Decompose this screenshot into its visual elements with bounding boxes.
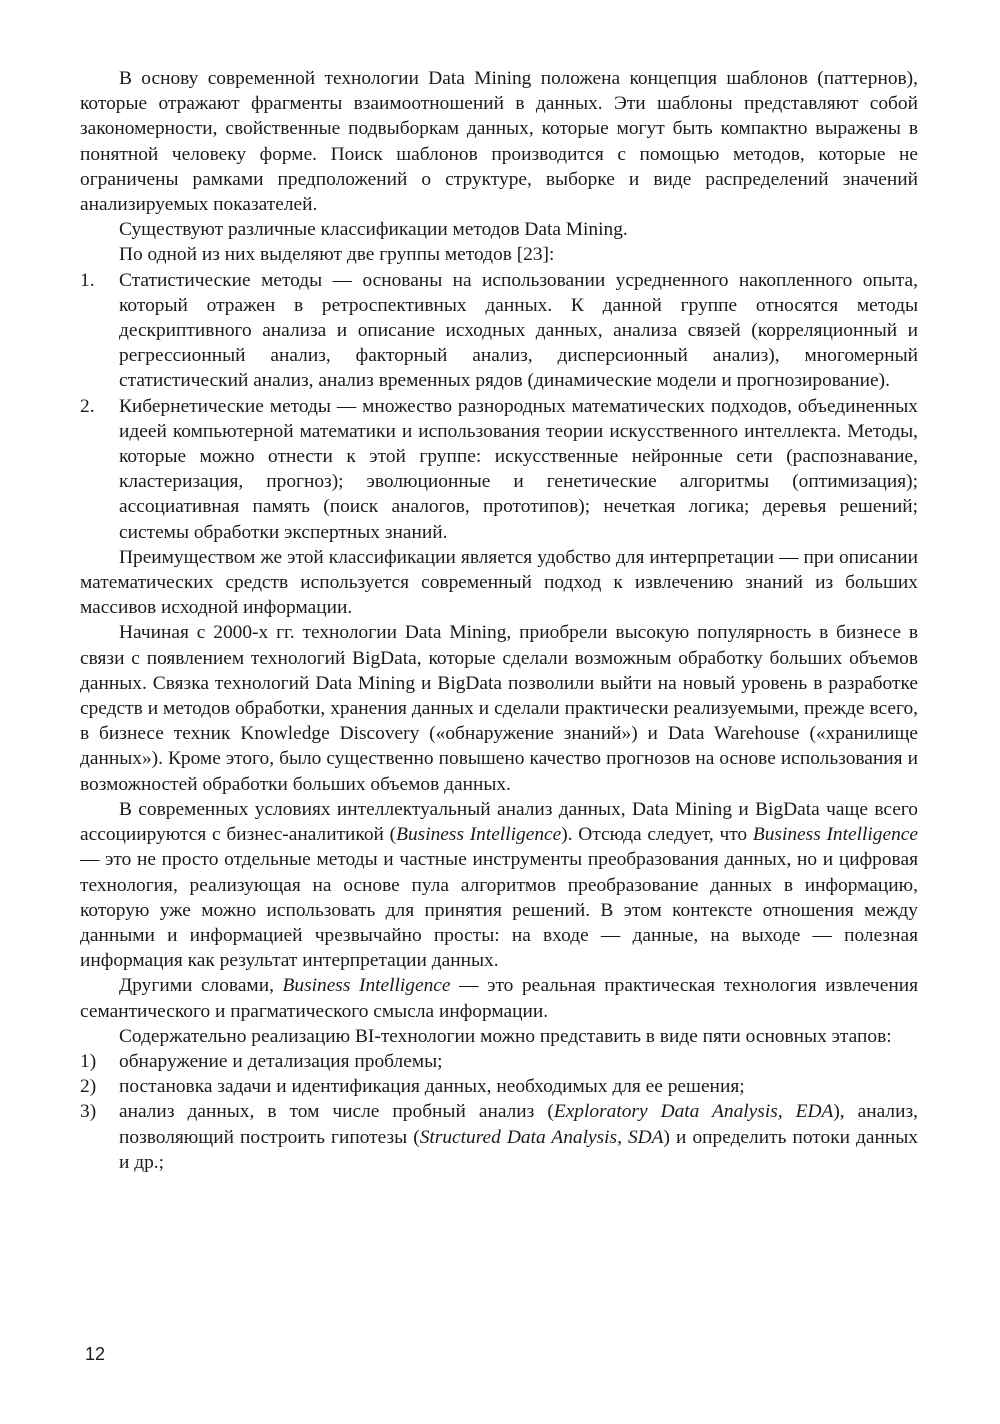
text-segment: ), анализ, позволяющий построить гипотезы (	[119, 1101, 918, 1148]
page-number: 12	[85, 1344, 106, 1364]
text-segment: ) и определить потоки данных и др.;	[119, 1126, 918, 1173]
list-item-number: 2.	[80, 395, 95, 417]
text-segment: — это не просто отдельные методы и частные инструменты преобразования данных, но и цифровая технология, реализующая на основе пула алгоритмов преобразование данных в информацию, которую уже можно использовать для принятия решений. В этом контексте отношения между данными и информацией чрезвычайно просты: на входе — данные, на выходе — полезная информация как результат интерпретации данных.	[80, 849, 918, 972]
paragraph-1: В основу современной технологии Data Mining положена концепция шаблонов (паттернов), которые отражают фрагменты взаимоотношений в данных. Эти шаблоны представляют собой закономерности, свойственные подвыборкам данных, которые могут быть компактно выражены в понятной человеку форме. Поиск шаблонов производится с помощью методов, которые не ограничены рамками предположений о структуре, выборке и виде распределений значений анализируемых показателей.	[80, 68, 918, 216]
list-item-stage-2	[80, 1074, 918, 1099]
paragraph-5: Начиная с 2000-х гг. технологии Data Mining, приобрели высокую популярность в бизнесе в связи с появлением технологий BigData, которые сделали возможным обработку больших объемов данных. Связка технологий Data Mining и BigData позволили выйти на новый уровень в разработке средств и методов обработки, хранения данных и сделали практически реализуемыми, прежде всего, в бизнесе техник Knowledge Discovery («обнаружение знаний») и Data Warehouse («хранилище данных»). Кроме этого, было существенно повышено качество прогнозов на основе использования и возможностей обработки больших объемов данных.	[80, 622, 918, 795]
list-item-number: 2)	[80, 1076, 97, 1098]
list-item-number: 1.	[80, 269, 95, 291]
list-item-stage-1	[80, 1049, 918, 1074]
list-item-text: обнаружение и детализация проблемы;	[119, 1050, 443, 1072]
paragraph-6	[80, 797, 918, 973]
list-item-number: 3)	[80, 1101, 97, 1123]
paragraph-7	[80, 973, 918, 1023]
list-item-cybernetic	[80, 394, 918, 545]
paragraph-2: Существуют различные классификации методов Data Mining.	[119, 219, 628, 241]
text-segment: В современных условиях интеллектуальный анализ данных, Data Mining и BigData чаще всего ассоциируются с бизнес-аналитикой (	[80, 798, 918, 846]
text-segment: — это реальная практическая технология извлечения семантического и прагматического смысла информации.	[80, 975, 919, 1022]
list-item-text: постановка задачи и идентификация данных, необходимых для ее решения;	[119, 1076, 745, 1098]
list-item-text: Статистические методы — основаны на использовании усредненного накопленного опыта, который отражен в ретроспективных данных. К данной группе относятся методы дескриптивного анализа и описание исходных данных, анализа связей (корреляционный и регрессионный анализ, факторный анализ, дисперсионный анализ), многомерный статистический анализ, анализ временных рядов (динамические модели и прогнозирование).	[119, 269, 918, 392]
page-body	[80, 66, 918, 1175]
italic-term: Business Intelligence	[396, 824, 562, 846]
italic-term: Structured Data Analysis, SDA	[419, 1126, 664, 1148]
paragraph-3: По одной из них выделяют две группы методов [23]:	[119, 244, 555, 266]
paragraph-8: Содержательно реализацию BI-технологии можно представить в виде пяти основных этапов:	[119, 1025, 892, 1047]
text-segment: ). Отсюда следует, что	[561, 824, 753, 846]
paragraph-4: Преимуществом же этой классификации является удобство для интерпретации — при описании математических средств используется современный подход к извлечению знаний из больших массивов исходной информации.	[80, 546, 918, 619]
italic-term: Exploratory Data Analysis, EDA	[553, 1101, 834, 1123]
italic-term: Business Intelligence	[752, 824, 918, 846]
list-item-stage-3	[80, 1099, 918, 1175]
list-item-number: 1)	[80, 1050, 97, 1072]
text-segment: Другими словами,	[119, 975, 283, 997]
list-item-text: Кибернетические методы — множество разнородных математических подходов, объединенных идеей компьютерной математики и использования теории искусственного интеллекта. Методы, которые можно отнести к этой группе: искусственные нейронные сети (распознавание, кластеризация, прогноз); эволюционные и генетические алгоритмы (оптимизация); ассоциативная память (поиск аналогов, прототипов); нечеткая логика; деревья решений; системы обработки экспертных знаний.	[119, 395, 918, 543]
text-segment: анализ данных, в том числе пробный анализ (	[119, 1101, 554, 1123]
list-item-statistical	[80, 268, 918, 394]
italic-term: Business Intelligence	[282, 975, 451, 997]
